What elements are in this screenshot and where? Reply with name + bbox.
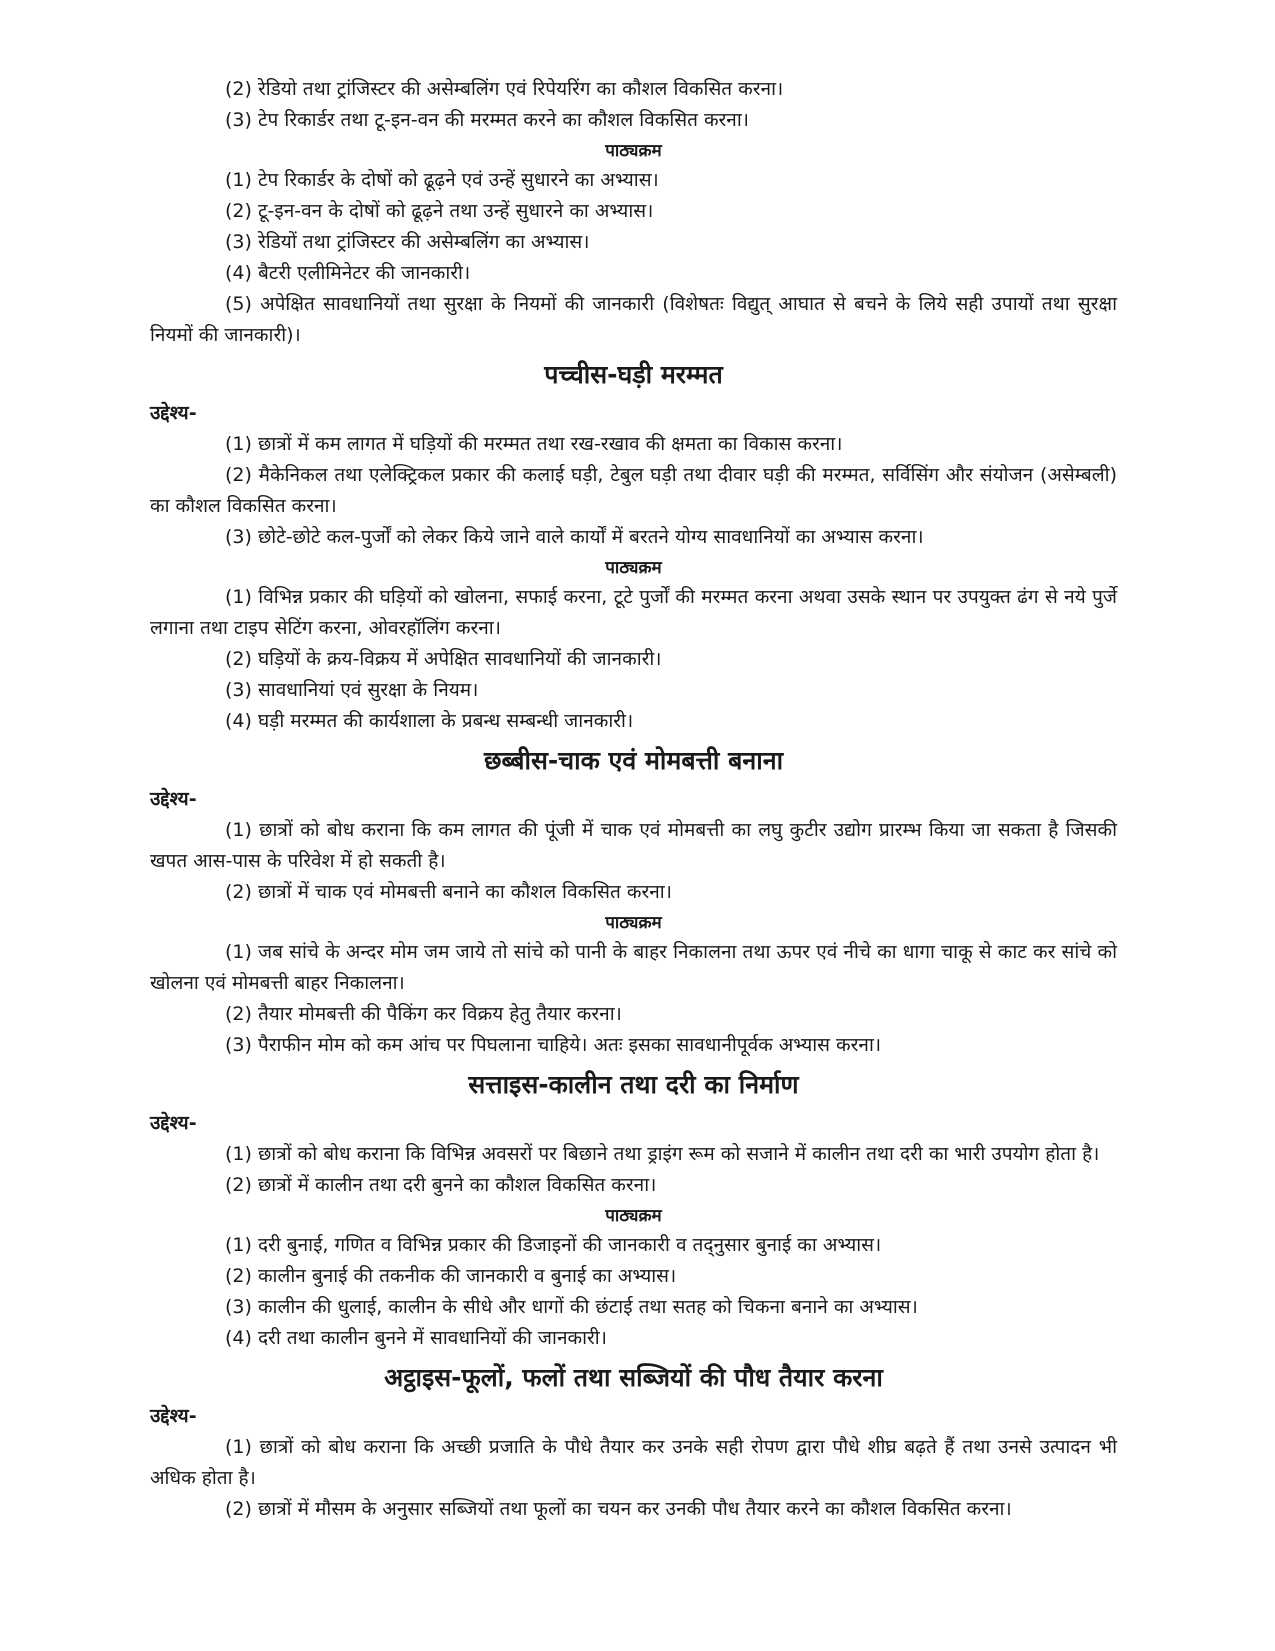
objectives-label: उद्देश्य- xyxy=(150,1112,197,1134)
objective-item: (2) रेडियो तथा ट्रांजिस्टर की असेम्बलिंग एवं रिपेयरिंग का कौशल विकसित करना। xyxy=(225,78,784,100)
syllabus-item: (5) अपेक्षित सावधानियों तथा सुरक्षा के नियमों की जानकारी (विशेषतः विद्युत् आघात से बचने के लिये सही उपायों तथा सुरक्षा नियमों की जानकारी)। xyxy=(150,293,1117,346)
syllabus-item: (3) रेडियों तथा ट्रांजिस्टर की असेम्बलिंग का अभ्यास। xyxy=(225,231,590,253)
syllabus-item: (3) कालीन की धुलाई, कालीन के सीधे और धागों की छंटाई तथा सतह को चिकना बनाने का अभ्यास। xyxy=(225,1296,918,1318)
syllabus-item: (4) घड़ी मरम्मत की कार्यशाला के प्रबन्ध सम्बन्धी जानकारी। xyxy=(225,710,634,732)
objective-item: (1) छात्रों को बोध कराना कि कम लागत की पूंजी में चाक एवं मोमबत्ती का लघु कुटीर उद्योग प्रारम्भ किया जा सकता है जिसकी खपत आस-पास के परिवेश में हो सकती है। xyxy=(150,819,1117,872)
objective-item: (1) छात्रों को बोध कराना कि विभिन्न अवसरों पर बिछाने तथा ड्राइंग रूम को सजाने में कालीन तथा दरी का भारी उपयोग होता है। xyxy=(225,1143,1100,1165)
objectives-label: उद्देश्य- xyxy=(150,402,197,424)
objective-item: (2) छात्रों में मौसम के अनुसार सब्जियों तथा फूलों का चयन कर उनकी पौध तैयार करने का कौशल विकसित करना। xyxy=(225,1498,1012,1520)
syllabus-item: (2) तैयार मोमबत्ती की पैकिंग कर विक्रय हेतु तैयार करना। xyxy=(225,1003,622,1025)
syllabus-item: (1) टेप रिकार्डर के दोषों को ढूढ़ने एवं उन्हें सुधारने का अभ्यास। xyxy=(225,169,659,191)
objective-item: (2) छात्रों में चाक एवं मोमबत्ती बनाने का कौशल विकसित करना। xyxy=(225,881,672,903)
syllabus-item: (2) घड़ियों के क्रय-विक्रय में अपेक्षित सावधानियों की जानकारी। xyxy=(225,648,662,670)
syllabus-item: (1) दरी बुनाई, गणित व विभिन्न प्रकार की डिजाइनों की जानकारी व तद्नुसार बुनाई का अभ्यास। xyxy=(225,1234,882,1256)
syllabus-heading: पाठ्यक्रम xyxy=(605,141,662,161)
section-title-26: छब्बीस-चाक एवं मोमबत्ती बनाना xyxy=(483,746,784,775)
syllabus-heading: पाठ्यक्रम xyxy=(605,1206,662,1226)
objective-item: (3) टेप रिकार्डर तथा टू-इन-वन की मरम्मत करने का कौशल विकसित करना। xyxy=(225,109,749,131)
syllabus-item: (1) विभिन्न प्रकार की घड़ियों को खोलना, सफाई करना, टूटे पुर्जों की मरम्मत करना अथवा उसके स्थान पर उपयुक्त ढंग से नये पुर्जे लगाना तथा टाइप सेटिंग करना, ओवरहॉलिंग करना। xyxy=(150,586,1117,639)
objective-item: (1) छात्रों में कम लागत में घड़ियों की मरम्मत तथा रख-रखाव की क्षमता का विकास करना। xyxy=(225,433,843,455)
syllabus-heading: पाठ्यक्रम xyxy=(605,913,662,933)
objectives-label: उद्देश्य- xyxy=(150,1405,197,1427)
syllabus-heading: पाठ्यक्रम xyxy=(605,558,662,578)
section-title-28: अट्ठाइस-फूलों, फलों तथा सब्जियों की पौध तैयार करना xyxy=(384,1363,883,1392)
objective-item: (3) छोटे-छोटे कल-पुर्जों को लेकर किये जाने वाले कार्यों में बरतने योग्य सावधानियों का अभ्यास करना। xyxy=(225,526,924,548)
syllabus-item: (4) बैटरी एलीमिनेटर की जानकारी। xyxy=(225,262,471,284)
document-page xyxy=(150,74,1117,1525)
syllabus-item: (2) टू-इन-वन के दोषों को ढूढ़ने तथा उन्हें सुधारने का अभ्यास। xyxy=(225,200,654,222)
syllabus-item: (3) पैराफीन मोम को कम आंच पर पिघलाना चाहिये। अतः इसका सावधानीपूर्वक अभ्यास करना। xyxy=(225,1034,882,1056)
objectives-label: उद्देश्य- xyxy=(150,788,197,810)
syllabus-item: (4) दरी तथा कालीन बुनने में सावधानियों की जानकारी। xyxy=(225,1327,607,1349)
objective-item: (2) मैकेनिकल तथा एलेक्ट्रिकल प्रकार की कलाई घड़ी, टेबुल घड़ी तथा दीवार घड़ी की मरम्मत, सर्विसिंग और संयोजन (असेम्बली) का कौशल विकसित करना। xyxy=(150,464,1117,517)
syllabus-item: (3) सावधानियां एवं सुरक्षा के नियम। xyxy=(225,679,479,701)
section-title-27: सत्ताइस-कालीन तथा दरी का निर्माण xyxy=(468,1070,799,1099)
objective-item: (1) छात्रों को बोध कराना कि अच्छी प्रजाति के पौधे तैयार कर उनके सही रोपण द्वारा पौधे शीघ्र बढ़ते हैं तथा उनसे उत्पादन भी अधिक होता है। xyxy=(150,1436,1117,1489)
syllabus-item: (1) जब सांचे के अन्दर मोम जम जाये तो सांचे को पानी के बाहर निकालना तथा ऊपर एवं नीचे का धागा चाकू से काट कर सांचे को खोलना एवं मोमबत्ती बाहर निकालना। xyxy=(150,941,1117,994)
objective-item: (2) छात्रों में कालीन तथा दरी बुनने का कौशल विकसित करना। xyxy=(225,1174,657,1196)
syllabus-item: (2) कालीन बुनाई की तकनीक की जानकारी व बुनाई का अभ्यास। xyxy=(225,1265,677,1287)
section-title-25: पच्चीस-घड़ी मरम्मत xyxy=(544,360,723,389)
